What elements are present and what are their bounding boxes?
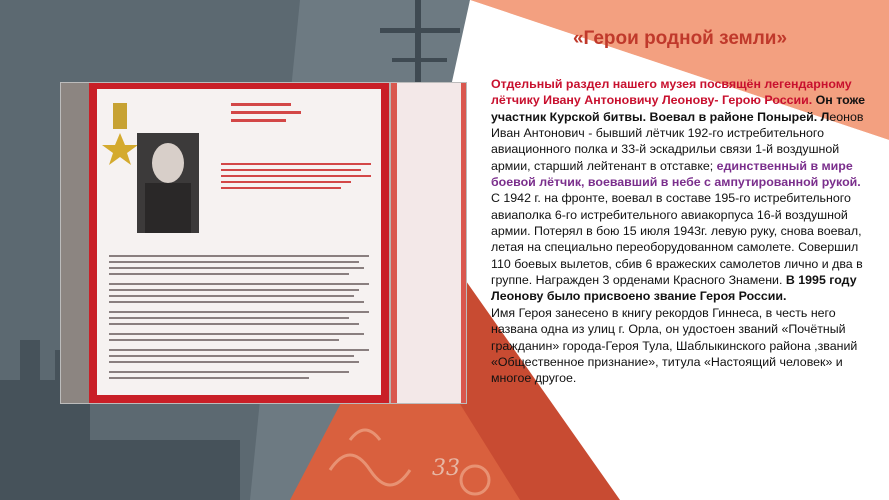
unique-highlight: единственный в мире боевой лётчик, воевавший в небе с ампутированной рукой [491,158,858,190]
hero-award: В 1995 году Леонову было присвоено звание Героя России. [491,273,857,304]
paragraph-intro [491,76,871,190]
page-number: 33 [432,456,460,481]
paragraph-front [491,190,871,304]
intro-highlight: Отдельный раздел нашего музея посвящён легендарному лётчику Ивану Антоновичу Леонову- Герою России. [491,77,852,108]
battle-note: Он тоже участник Курской битвы. Воевал в районе Поныpей. [491,93,866,124]
photo-illustration [61,83,466,403]
museum-stand-photo [60,82,467,404]
bio-text: еонов Иван Антонович - бывший лётчик 192-го истребительного авиационного полка и 33-й эскадрильи связи 1-й воздушной армии, старший лейтенант в отставке; [491,109,864,173]
bio-initial: Л [820,109,830,124]
unique-end: . [857,175,861,190]
slide-title: «Герои родной земли» [572,28,788,49]
fame-text: Имя Героя занесено в книгу рекордов Гиннеса, в честь него названа одна из улиц г. Орла, он удостоен званий «Почётный гражданин» города-Героя Тула, Шаблыкинского района ,званий «Общественное признание», титула «Настоящий человек» и многое другое. [491,305,858,386]
article-text [491,76,871,387]
front-text: С 1942 г. на фронте, воевал в составе 195-го истребительного авиаполка 6-го истребительного авиакорпуса 16-й воздушной армии. Потерял в бою 15 июля 1943г. левую руку, снова воевал, летая на специально переоборудованном самолете. Совершил 110 боевых вылетов, сбив 6 вражеских самолетов лично и два в группе. Награжден 3 орденами Красного Знамени. [491,191,863,288]
paragraph-fame [491,305,871,387]
